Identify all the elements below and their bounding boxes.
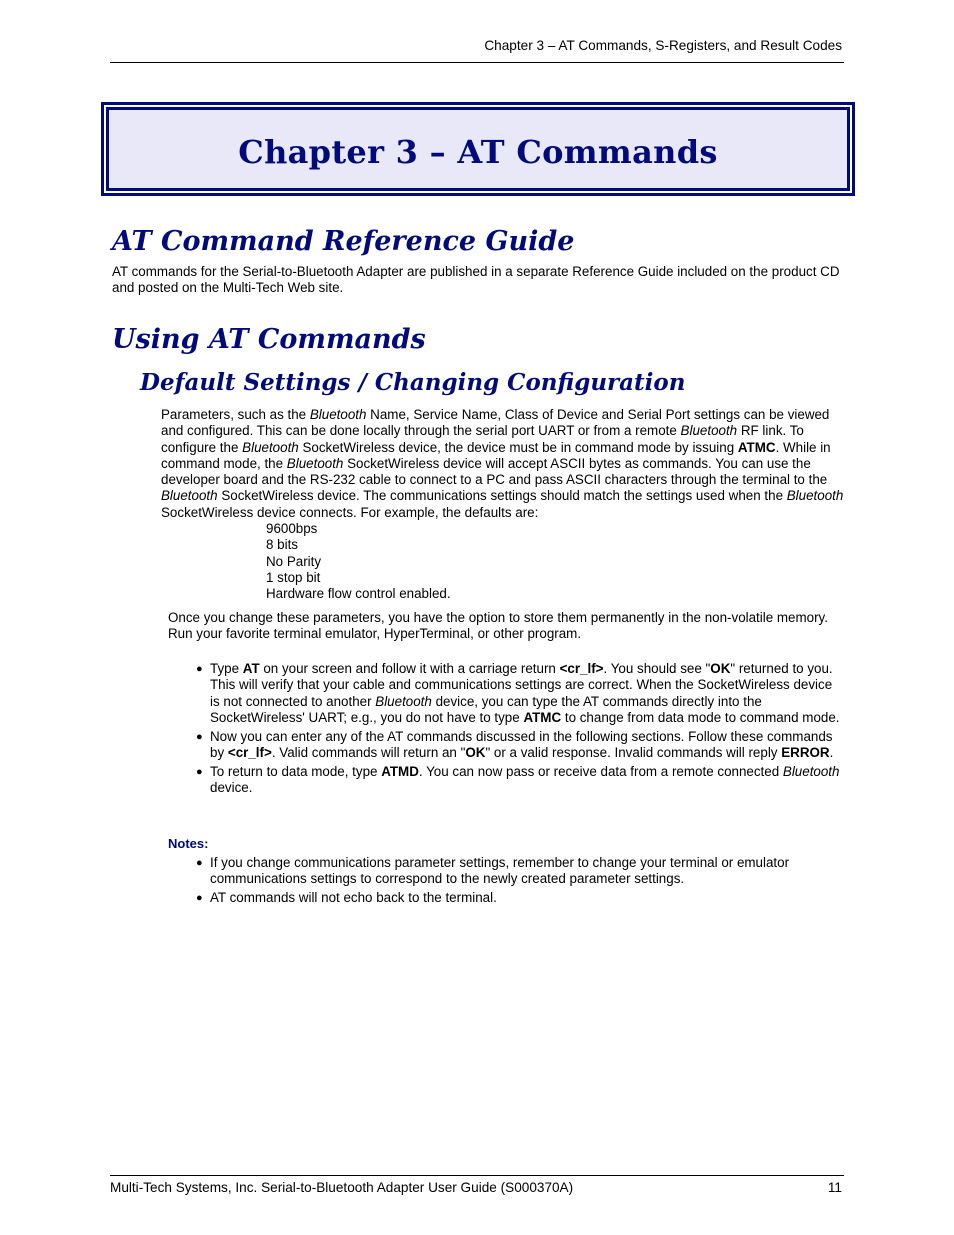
bullet-icon: ● xyxy=(196,730,203,743)
list-item: ● If you change communications parameter settings, remember to change your terminal or emulator communications settings to correspond to the newly created parameter settings. xyxy=(196,855,790,887)
subsection-heading-default-settings: Default Settings / Changing Configuration xyxy=(140,369,686,396)
notes-bullet-list xyxy=(196,855,844,906)
bullet-icon: ● xyxy=(196,857,203,869)
list-item: ● AT commands will not echo back to the terminal. xyxy=(196,890,497,906)
instruction-bullet-list xyxy=(196,661,844,796)
setting-baud-rate: 9600bps xyxy=(266,521,318,536)
page-number: 11 xyxy=(827,1180,842,1195)
chapter-title-box xyxy=(101,102,855,196)
section-heading-using-at-commands: Using AT Commands xyxy=(112,324,426,355)
default-settings-list xyxy=(266,521,451,602)
header-rule xyxy=(110,62,844,63)
configuration-paragraph: Parameters, such as the Bluetooth Name, Service Name, Class of Device and Serial Port settings can be viewed and configured. This can be done locally through the serial port UART or from a remote Bluetooth RF link. To configure the Bluetooth SocketWireless device, the device must be in command mode by issuing ATMC. While in command mode, the Bluetooth SocketWireless device will accept ASCII bytes as commands. You can use the developer board and the RS-232 cable to connect to a PC and pass ASCII characters through the terminal to the Bluetooth SocketWireless device. The communications settings should match the settings used when the Bluetooth SocketWireless device connects. For example, the defaults are: xyxy=(161,407,844,520)
setting-data-bits: 8 bits xyxy=(266,537,299,553)
list-item: ● Now you can enter any of the AT commands discussed in the following sections. Follow these commands by <cr_lf>. Valid commands will return an "OK" or a valid response. Invalid commands will reply ERROR. xyxy=(196,728,834,760)
notes-label: Notes: xyxy=(168,836,209,851)
chapter-title: Chapter 3 – AT Commands xyxy=(238,133,718,171)
bullet-icon: ● xyxy=(196,765,203,778)
setting-parity: No Parity xyxy=(266,553,322,569)
running-header: Chapter 3 – AT Commands, S-Registers, and Result Codes xyxy=(484,38,842,53)
list-item: ● Type AT on your screen and follow it with a carriage return <cr_lf>. You should see "OK" returned to you. This will verify that your cable and communications settings are correct. When the SocketWireless device is not connected to another Bluetooth device, you can type the AT commands directly into the SocketWireless' UART; e.g., you do not have to type ATMC to change from data mode to command mode. xyxy=(196,661,840,725)
store-parameters-paragraph: Once you change these parameters, you have the option to store them permanently in the non-volatile memory. Run your favorite terminal emulator, HyperTerminal, or other program. xyxy=(168,610,828,642)
reference-guide-paragraph: AT commands for the Serial-to-Bluetooth Adapter are published in a separate Reference Guide included on the product CD and posted on the Multi-Tech Web site. xyxy=(112,264,840,296)
section-heading-reference-guide: AT Command Reference Guide xyxy=(112,226,575,257)
chapter-title-inner xyxy=(106,107,850,191)
list-item: ● To return to data mode, type ATMD. You can now pass or receive data from a remote connected Bluetooth device. xyxy=(196,763,840,796)
bullet-icon: ● xyxy=(196,892,203,905)
setting-flow-control: Hardware flow control enabled. xyxy=(266,586,451,602)
setting-stop-bit: 1 stop bit xyxy=(266,569,321,585)
footer-rule xyxy=(110,1175,844,1176)
footer-document-title: Multi-Tech Systems, Inc. Serial-to-Bluetooth Adapter User Guide (S000370A) xyxy=(110,1180,574,1195)
bullet-icon: ● xyxy=(196,663,203,675)
